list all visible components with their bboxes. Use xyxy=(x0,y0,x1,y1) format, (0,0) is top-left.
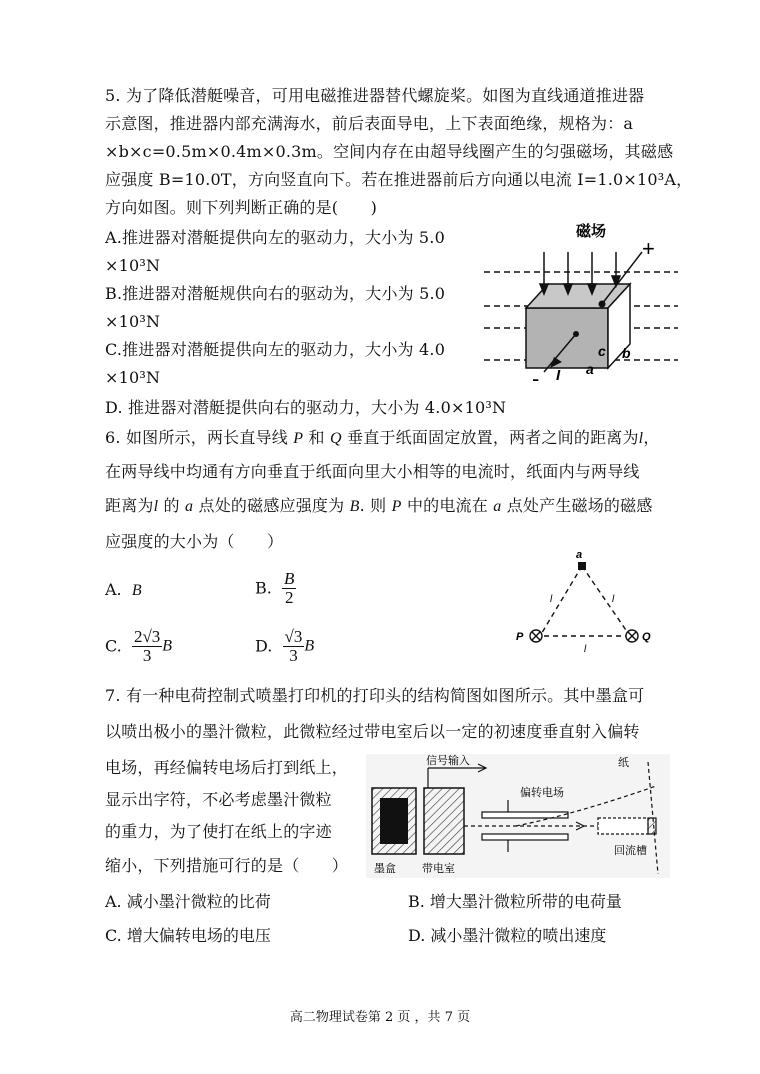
q7-stem-line-6: 缩小，下列措施可行的是（ ） xyxy=(105,856,349,875)
q5-stem-line-5: 方向如图。则下列判断正确的是( ) xyxy=(105,198,378,217)
q7-deflection-field-label: 偏转电场 xyxy=(520,787,564,799)
q5-stem-line-1: 5. 为了降低潜艇噪音，可用电磁推进器替代螺旋桨。如图为直线通道推进器 xyxy=(105,86,645,105)
q7-option-d: D. 减小墨汁微粒的喷出速度 xyxy=(408,926,607,945)
q6-option-c: C. $\frac{2√3}{3}$ B xyxy=(105,627,173,665)
q6-side-left-label: l xyxy=(550,594,553,605)
q7-signal-input-label: 信号输入 xyxy=(426,755,470,767)
q5-option-b-cont: ×10³N xyxy=(105,312,161,331)
q5-option-c: C.推进器对潜艇提供向左的驱动力，大小为 4.0 xyxy=(105,340,446,359)
q6-stem-line-1: 6. 如图所示，两长直导线 P 和 Q 垂直于纸面固定放置，两者之间的距离为l， xyxy=(105,428,660,447)
q5-stem-line-2: 示意图，推进器内部充满海水，前后表面导电，上下表面绝缘，规格为：a xyxy=(105,114,634,133)
q5-option-a: A.推进器对潜艇提供向左的驱动力，大小为 5.0 xyxy=(105,228,445,247)
q5-dim-a: a xyxy=(586,361,594,377)
q7-stem-line-3: 电场，再经偏转电场后打到纸上， xyxy=(105,758,349,777)
q5-stem-line-4: 应强度 B=10.0T，方向竖直向下。若在推进器前后方向通以电流 I=1.0×10³A， xyxy=(105,170,693,189)
q6-option-a: A. B xyxy=(105,580,142,599)
q7-option-b: B. 增大墨汁微粒所带的电荷量 xyxy=(408,892,622,911)
q5-stem-line-3: ×b×c=0.5m×0.4m×0.3m。空间内存在由超导线圈产生的匀强磁场，其磁感 xyxy=(105,142,674,161)
q5-option-a-cont: ×10³N xyxy=(105,256,161,275)
q5-option-c-cont: ×10³N xyxy=(105,368,161,387)
q6-triangle-figure xyxy=(500,548,670,658)
q5-field-label: 磁场 xyxy=(576,223,607,240)
q5-current-label: I xyxy=(556,367,561,384)
q7-stem-line-2: 以喷出极小的墨汁微粒，此微粒经过带电室后以一定的初速度垂直射入偏转 xyxy=(105,722,640,741)
q7-gutter-label: 回流槽 xyxy=(614,845,647,857)
q6-point-q: Q xyxy=(642,631,651,643)
q6-stem-line-2: 在两导线中均通有方向垂直于纸面向里大小相等的电流时，纸面内与两导线 xyxy=(105,462,640,481)
q6-point-a: a xyxy=(576,549,583,561)
q6-option-d: D. $\frac{√3}{3}$ B xyxy=(255,627,315,665)
q7-stem-line-4: 显示出字符，不必考虑墨汁微粒 xyxy=(105,790,332,809)
q7-charge-chamber-label: 带电室 xyxy=(422,863,455,875)
q7-printer-figure xyxy=(366,754,670,878)
q7-paper-label: 纸 xyxy=(618,757,629,769)
q5-minus-sign: - xyxy=(532,366,540,391)
q5-thruster-figure xyxy=(478,222,688,392)
q7-stem-line-1: 7. 有一种电荷控制式喷墨打印机的打印头的结构简图如图所示。其中墨盒可 xyxy=(105,686,645,705)
q7-option-a: A. 减小墨汁微粒的比荷 xyxy=(105,892,271,911)
q6-stem-line-3: 距离为l 的 a 点处的磁感应强度为 B. 则 P 中的电流在 a 点处产生磁场的磁感 xyxy=(105,496,653,515)
q5-option-b: B.推进器对潜艇规供向右的驱动为，大小为 5.0 xyxy=(105,284,446,303)
q7-stem-line-5: 的重力，为了使打在纸上的字迹 xyxy=(105,822,332,841)
q6-stem-line-4: 应强度的大小为（ ） xyxy=(105,532,284,551)
q6-side-bottom-label: l xyxy=(584,644,587,655)
q5-dim-b: b xyxy=(622,345,631,361)
q5-option-d: D. 推进器对潜艇提供向右的驱动力，大小为 4.0×10³N xyxy=(105,398,507,417)
q6-point-p: P xyxy=(516,631,524,643)
q6-option-b: B. $\frac{B}{2}$ xyxy=(255,569,295,607)
q7-ink-box-label: 墨盒 xyxy=(374,863,396,875)
q7-option-c: C. 增大偏转电场的电压 xyxy=(105,926,271,945)
page-footer: 高二物理试卷第 2 页 ，共 7 页 xyxy=(289,1010,471,1025)
q5-plus-sign: + xyxy=(642,236,655,261)
q6-side-right-label: l xyxy=(612,594,615,605)
q5-dim-c: c xyxy=(598,343,606,359)
